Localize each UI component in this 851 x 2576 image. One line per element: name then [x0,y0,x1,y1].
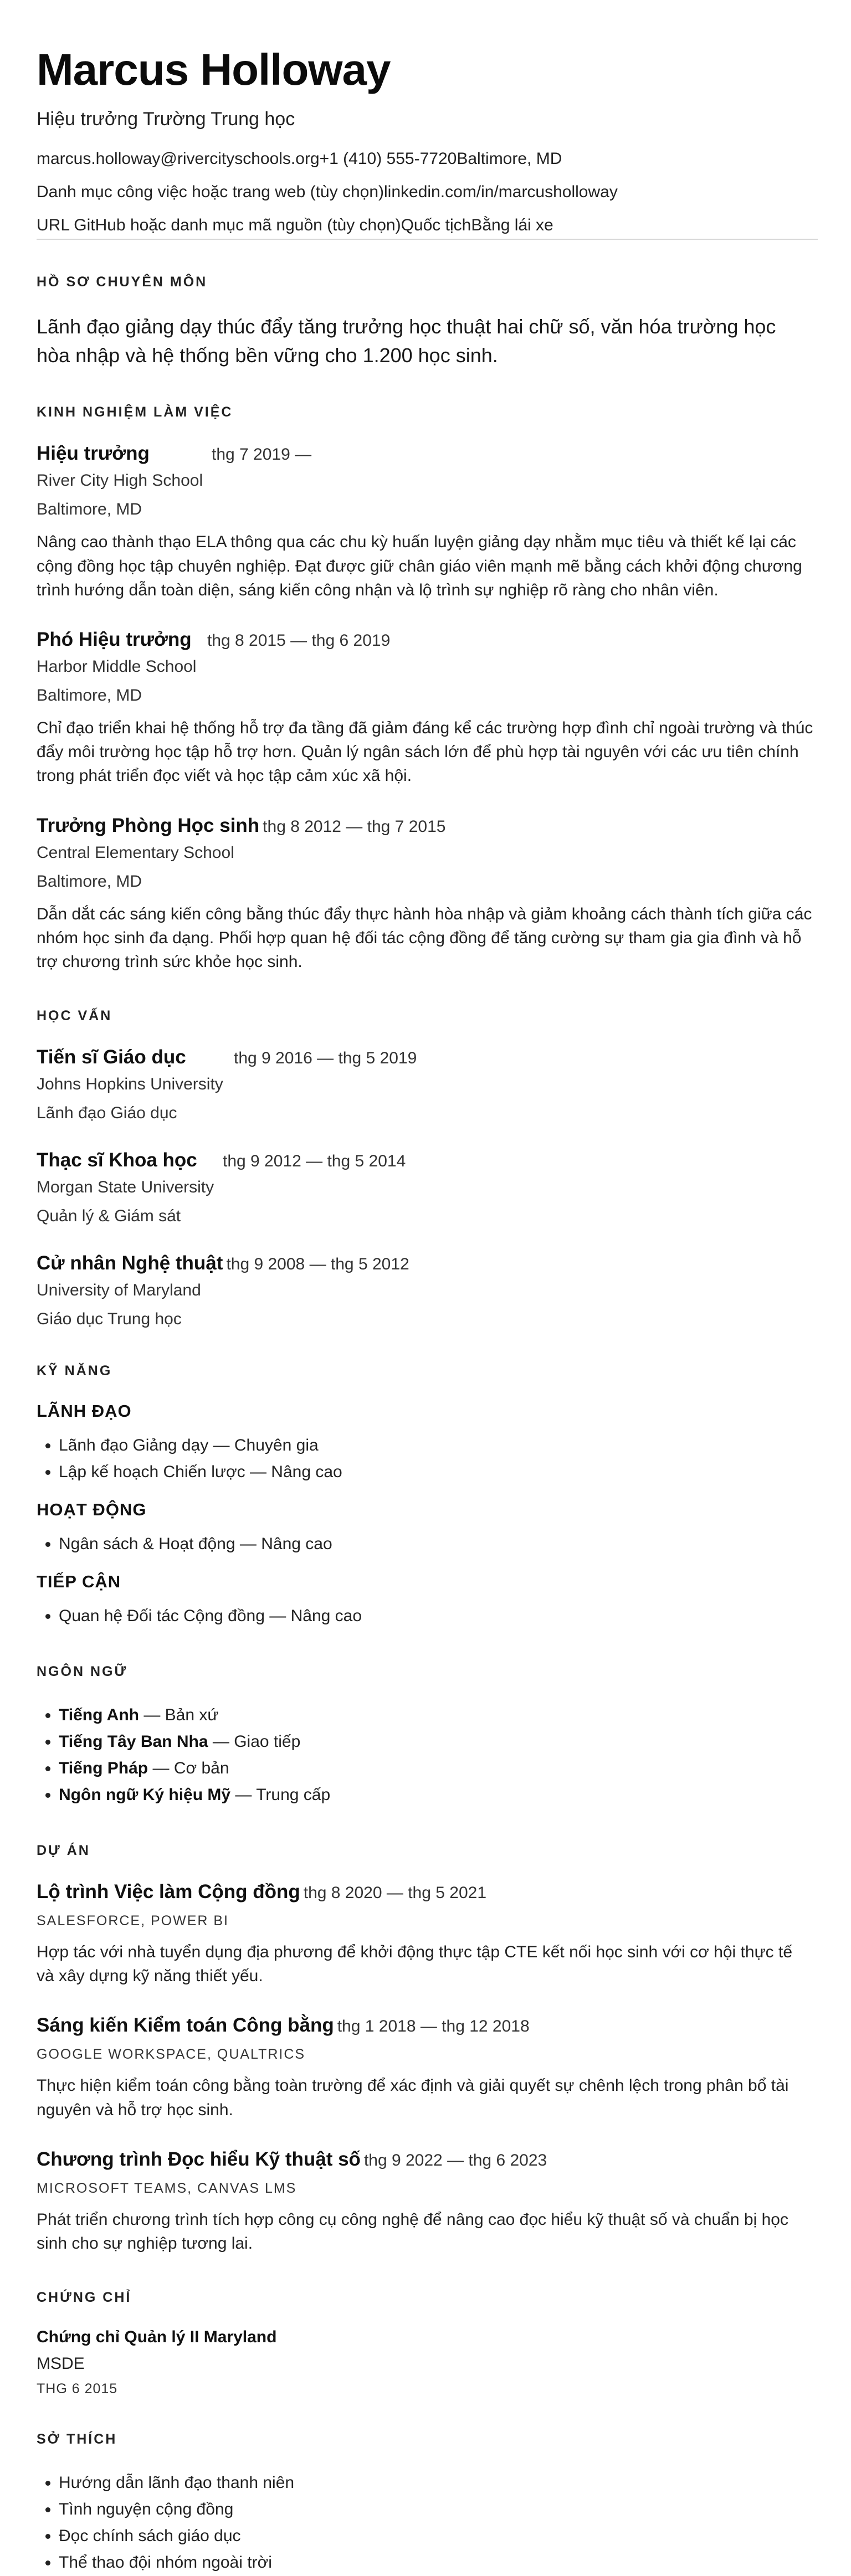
section-title: KINH NGHIỆM LÀM VIỆC [37,404,233,420]
skill-group [37,1500,814,1557]
experience-entry [37,443,814,602]
project-tech: GOOGLE WORKSPACE, QUALTRICS [37,2047,306,2063]
location-text: Baltimore, MD [457,150,562,168]
section-title: KỸ NĂNG [37,1363,112,1379]
job-location: Baltimore, MD [37,500,142,519]
degree-title: Tiến sĩ Giáo dục [37,1046,186,1068]
contact-line-1 [37,149,814,169]
project-date: thg 9 2022 — thg 6 2023 [363,2151,547,2169]
skill-item: • Quan hệ Đối tác Cộng đồng — Nâng cao [59,1603,814,1629]
candidate-title: Hiệu trưởng Trường Trung học [37,109,295,130]
language-name: Tiếng Tây Ban Nha [59,1732,208,1751]
language-level: Cơ bản [173,1759,229,1778]
school-name: Morgan State University [37,1178,214,1197]
study-field: Lãnh đạo Giáo dục [37,1104,177,1123]
certification-title: Chứng chỉ Quản lý II Maryland [37,2328,277,2347]
portfolio-placeholder: Danh mục công việc hoặc trang web (tùy chọn) [37,183,384,201]
study-field: Quản lý & Giám sát [37,1207,181,1226]
job-organization: River City High School [37,471,203,490]
skill-item: • Lập kế hoạch Chiến lược — Nâng cao [59,1459,814,1485]
job-title: Phó Hiệu trưởng [37,628,192,650]
phone-text: +1 (410) 555-7720 [319,150,457,168]
project-tech: MICROSOFT TEAMS, CANVAS LMS [37,2180,297,2196]
job-title: Trưởng Phòng Học sinh [37,814,260,836]
languages-section [37,1664,814,1808]
degree-title: Thạc sĩ Khoa học [37,1149,197,1171]
project-title: Lộ trình Việc làm Cộng đồng [37,1881,300,1903]
project-description: Thực hiện kiểm toán công bằng toàn trường để xác định và giải quyết sự chênh lệch trong phân bổ tài nguyên và hỗ trợ học sinh. [37,2076,789,2119]
job-title: Hiệu trưởng [37,443,150,465]
section-title: DỰ ÁN [37,1843,90,1859]
job-description: Dẫn dắt các sáng kiến công bằng thúc đẩy thực hành hòa nhập và giảm khoảng cách thành tích giữa các nhóm học sinh đa dạng. Phối hợp quan hệ đối tác cộng đồng để tăng cường sự tham gia gia đình và hỗ trợ chương trình sức khỏe học sinh. [37,904,812,971]
section-title: NGÔN NGỮ [37,1664,128,1680]
header-divider [37,239,818,240]
section-title: CHỨNG CHỈ [37,2290,132,2306]
language-name: Tiếng Pháp [59,1759,148,1778]
project-description: Hợp tác với nhà tuyển dụng địa phương để khởi động thực tập CTE kết nối học sinh với cơ hội thực tế và xây dựng kỹ năng thiết yếu. [37,1943,793,1986]
interests-section [37,2431,814,2576]
language-item: • Tiếng Tây Ban Nha — Giao tiếp [59,1729,814,1755]
summary-text: Lãnh đạo giảng dạy thúc đẩy tăng trưởng học thuật hai chữ số, văn hóa trường học hòa nhập và hệ thống bền vững cho 1.200 học sinh. [37,315,776,367]
job-date: thg 8 2012 — thg 7 2015 [263,817,446,836]
degree-title: Cử nhân Nghệ thuật [37,1252,223,1274]
language-name: Tiếng Anh [59,1706,139,1725]
job-description: Nâng cao thành thạo ELA thông qua các chu kỳ huấn luyện giảng dạy nhằm mục tiêu và thiết kế lại các cộng đồng học tập chuyên nghiệp. Đạt được giữ chân giáo viên mạnh mẽ bằng cách khởi động chương trình hướng dẫn toàn diện, sáng kiến công nhận và lộ trình sự nghiệp rõ ràng cho nhân viên. [37,533,802,599]
language-level: Trung cấp [256,1786,331,1804]
interest-item: • Thể thao đội nhóm ngoài trời [59,2549,814,2576]
section-title: SỞ THÍCH [37,2431,117,2448]
nationality-text: Quốc tịch [401,216,471,234]
school-name: University of Maryland [37,1281,201,1300]
skills-section [37,1363,814,1629]
skill-category: TIẾP CẬN [37,1572,121,1592]
job-date: thg 7 2019 — [212,445,312,464]
job-location: Baltimore, MD [37,686,142,705]
experience-section [37,404,814,974]
experience-entry [37,629,814,788]
skill-group [37,1401,814,1485]
contact-line-3 [37,215,814,235]
job-organization: Central Elementary School [37,843,234,862]
project-date: thg 1 2018 — thg 12 2018 [337,2017,530,2036]
candidate-name: Marcus Holloway [37,45,391,94]
skill-category: LÃNH ĐẠO [37,1401,132,1421]
language-level: Bản xứ [165,1706,219,1725]
language-name: Ngôn ngữ Ký hiệu Mỹ [59,1786,231,1804]
education-entry [37,1046,814,1123]
education-section [37,1008,814,1329]
project-title: Chương trình Đọc hiểu Kỹ thuật số [37,2148,361,2170]
github-placeholder: URL GitHub hoặc danh mục mã nguồn (tùy chọn) [37,216,401,234]
contact-line-2 [37,182,814,202]
education-entry [37,1252,814,1329]
resume-header [37,47,814,240]
experience-entry [37,815,814,974]
project-date: thg 8 2020 — thg 5 2021 [303,1884,487,1903]
certifications-section [37,2290,814,2397]
job-organization: Harbor Middle School [37,657,197,676]
project-entry [37,2148,814,2255]
school-name: Johns Hopkins University [37,1075,223,1094]
skill-item: • Lãnh đạo Giảng dạy — Chuyên gia [59,1432,814,1459]
project-entry [37,2014,814,2121]
interest-item: • Hướng dẫn lãnh đạo thanh niên [59,2470,814,2496]
linkedin-link[interactable]: linkedin.com/in/marcusholloway [384,183,618,201]
section-title: HỌC VẤN [37,1008,112,1024]
degree-date: thg 9 2012 — thg 5 2014 [223,1152,406,1171]
certification-date: THG 6 2015 [37,2381,118,2397]
language-item: • Ngôn ngữ Ký hiệu Mỹ — Trung cấp [59,1782,814,1808]
language-level: Giao tiếp [234,1732,301,1751]
degree-date: thg 9 2008 — thg 5 2012 [226,1255,409,1274]
certification-issuer: MSDE [37,2354,85,2373]
project-description: Phát triển chương trình tích hợp công cụ công nghệ để nâng cao đọc hiểu kỹ thuật số và chuẩn bị học sinh cho sự nghiệp tương lai. [37,2210,788,2253]
project-entry [37,1881,814,1988]
skill-group [37,1572,814,1629]
driving-license-text: Bằng lái xe [471,216,553,234]
job-description: Chỉ đạo triển khai hệ thống hỗ trợ đa tầng đã giảm đáng kể các trường hợp đình chỉ ngoài trường và thúc đẩy môi trường học tập hỗ trợ hơn. Quản lý ngân sách lớn để phù hợp tài nguyên với các ưu tiên chính trong phát triển đọc viết và học tập cảm xúc xã hội. [37,718,813,785]
degree-date: thg 9 2016 — thg 5 2019 [234,1049,417,1068]
projects-section [37,1843,814,2255]
job-location: Baltimore, MD [37,872,142,891]
certification-entry [37,2328,814,2397]
section-title: HỒ SƠ CHUYÊN MÔN [37,274,208,290]
project-tech: SALESFORCE, POWER BI [37,1913,229,1929]
interest-item: • Đọc chính sách giáo dục [59,2523,814,2549]
skill-item: • Ngân sách & Hoạt động — Nâng cao [59,1531,814,1557]
job-date: thg 8 2015 — thg 6 2019 [207,631,391,650]
summary-section [37,274,814,370]
study-field: Giáo dục Trung học [37,1310,182,1329]
skill-category: HOẠT ĐỘNG [37,1500,147,1520]
email-link[interactable]: marcus.holloway@rivercityschools.org [37,150,320,168]
language-item: • Tiếng Pháp — Cơ bản [59,1755,814,1782]
language-item: • Tiếng Anh — Bản xứ [59,1702,814,1729]
interest-item: • Tình nguyện cộng đồng [59,2496,814,2523]
education-entry [37,1149,814,1226]
project-title: Sáng kiến Kiểm toán Công bằng [37,2014,334,2037]
